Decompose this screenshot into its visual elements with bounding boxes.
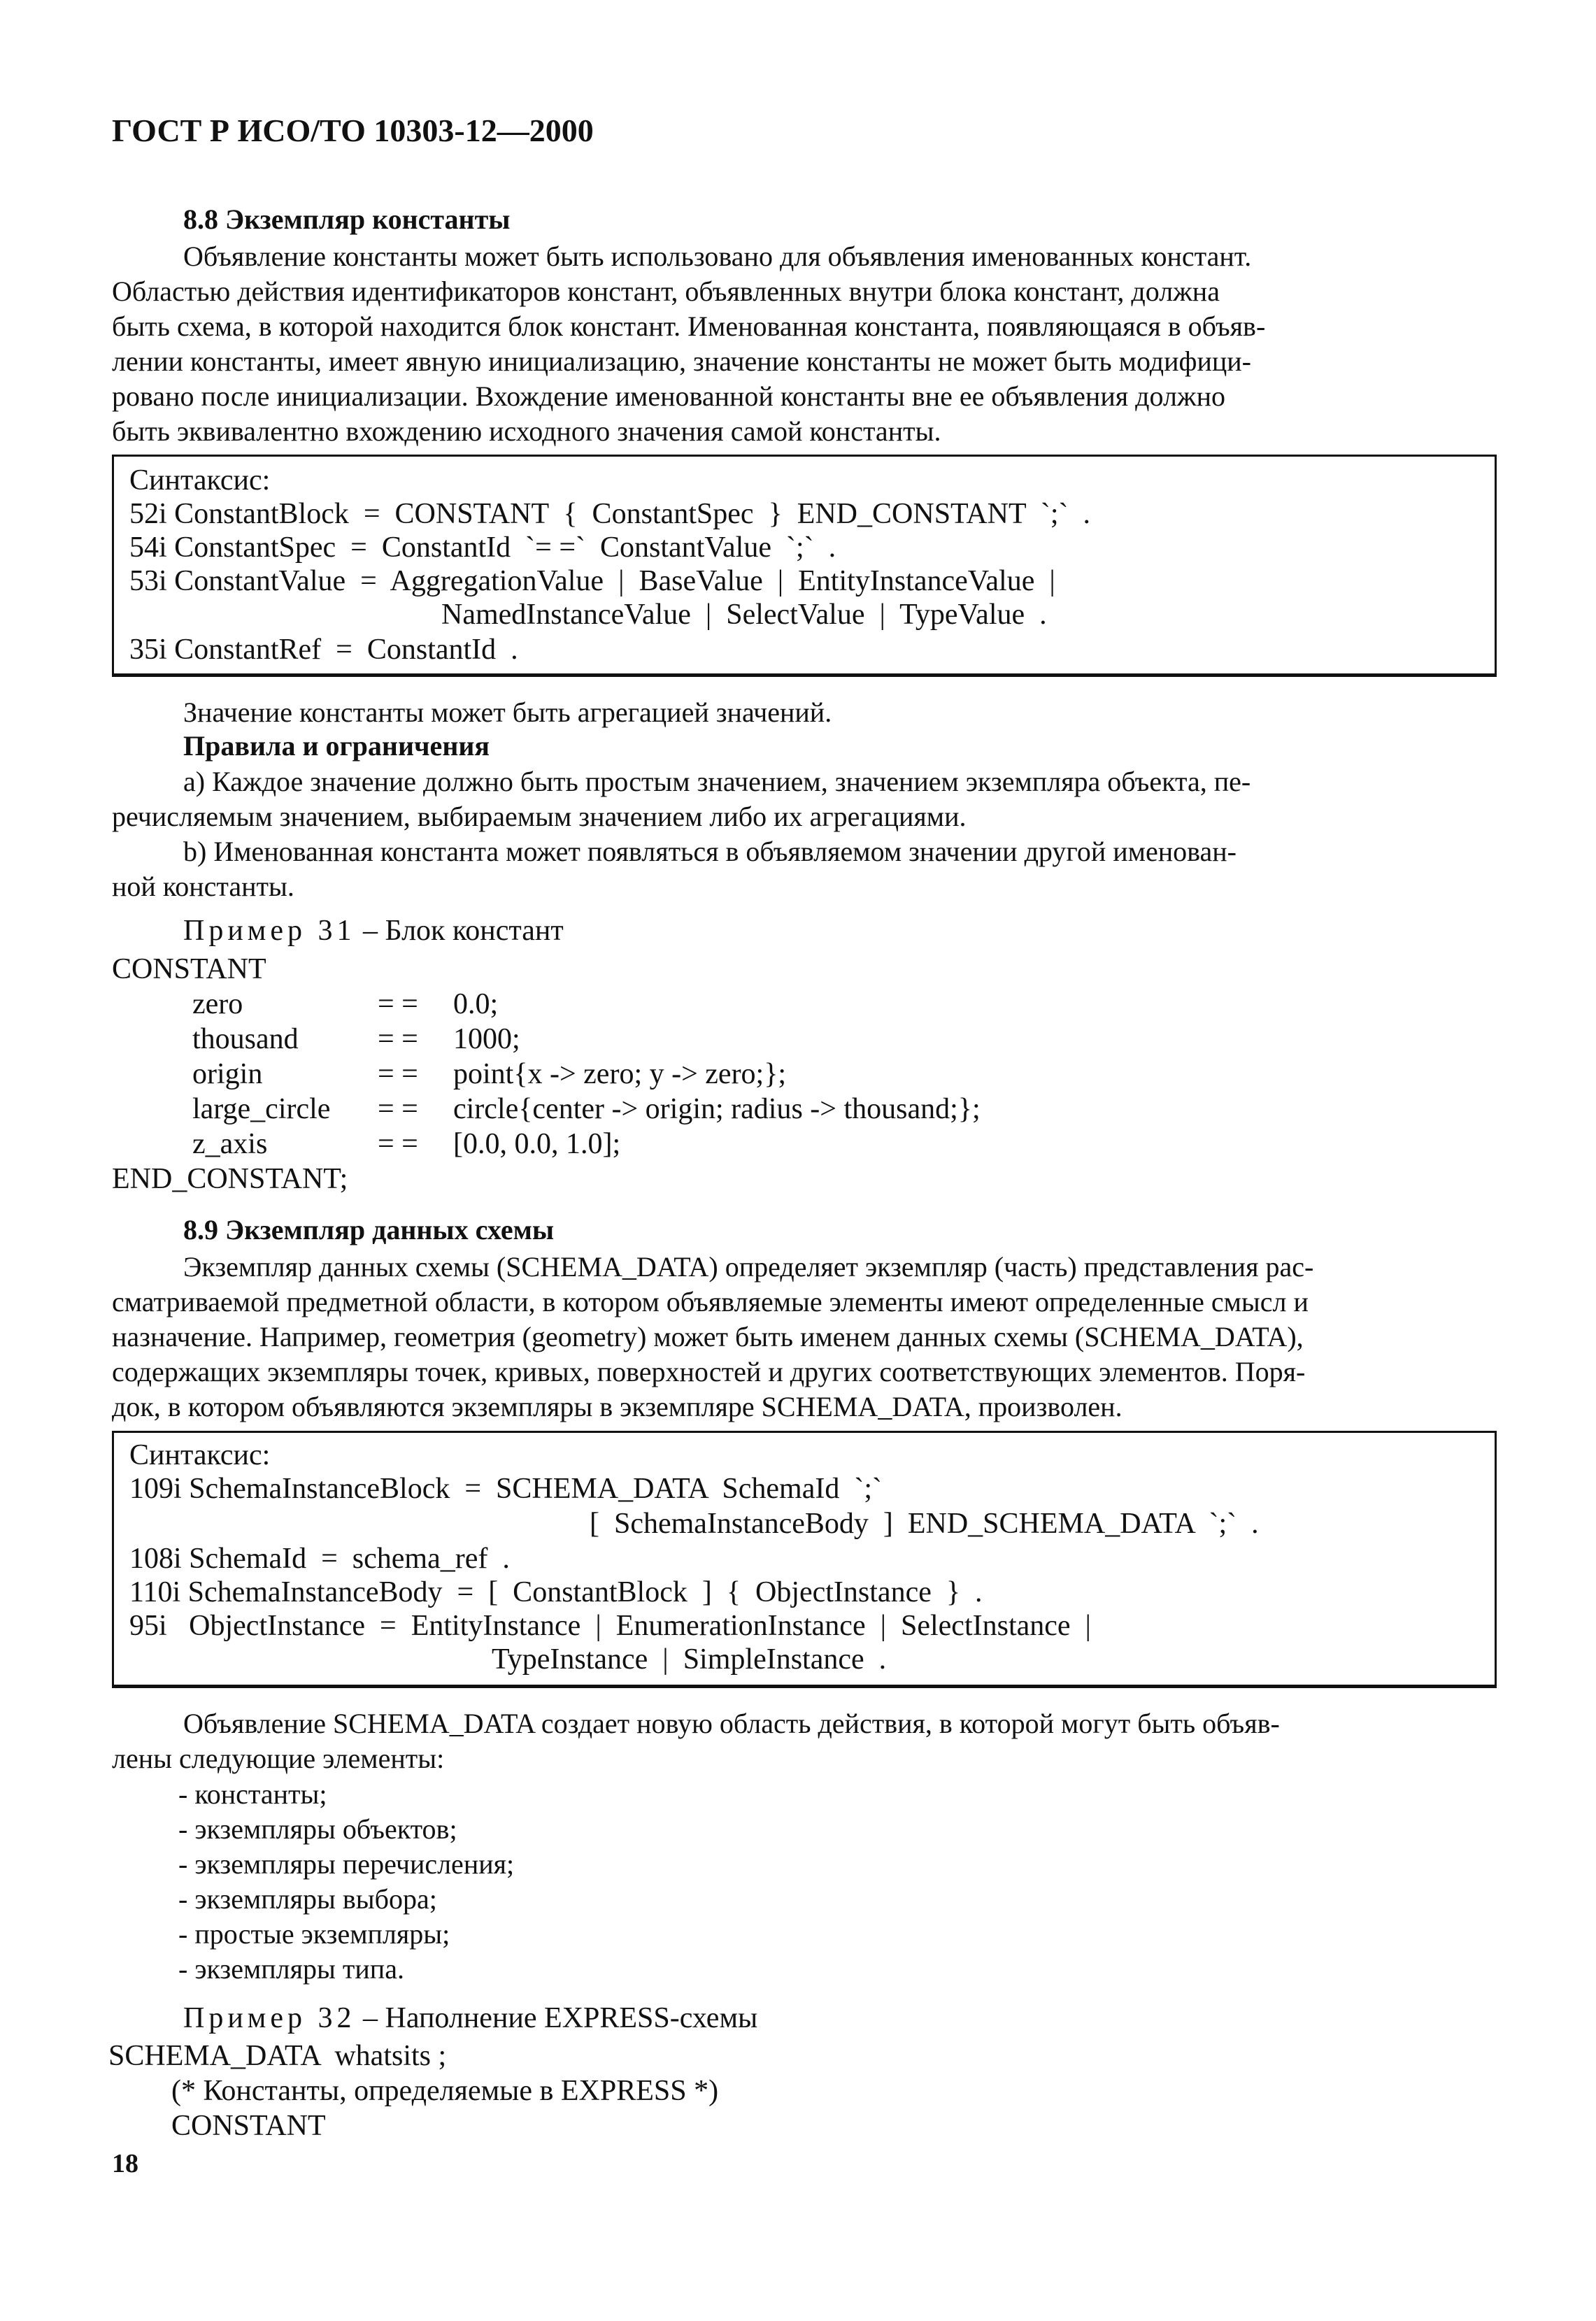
section-8-8-title: 8.8 Экземпляр константы (183, 203, 511, 235)
paragraph-line: лены следующие элементы: (112, 1743, 445, 1774)
paragraph-line: ровано после инициализации. Вхождение именованной константы вне ее объявления должно (112, 380, 1225, 412)
code-eq: = = (378, 1093, 418, 1125)
rule-line: речисляемым значением, выбираемым значением либо их агрегациями. (112, 801, 967, 832)
paragraph-line (112, 1320, 1497, 1355)
syntax-rule-continuation: TypeInstance | SimpleInstance . (492, 1643, 887, 1676)
list-item: - экземпляры объектов; (178, 1813, 457, 1845)
page-number: 18 (112, 2149, 138, 2178)
code-eq: = = (378, 1023, 418, 1055)
code-name: origin (192, 1058, 263, 1090)
syntax-rule-continuation: [ SchemaInstanceBody ] END_SCHEMA_DATA `;` . (590, 1508, 1259, 1540)
list-item: - экземпляры выбора; (178, 1883, 437, 1915)
code-eq: = = (378, 988, 418, 1020)
syntax-rule: 109i SchemaInstanceBlock = SCHEMA_DATA SchemaId `;` (129, 1473, 882, 1505)
section-8-9-title: 8.9 Экземпляр данных схемы (183, 1214, 555, 1245)
paragraph-line: Объявление SCHEMA_DATA создает новую область действия, в которой могут быть объяв- (183, 1708, 1280, 1739)
code-constant-close: END_CONSTANT; (112, 1163, 348, 1195)
rule-line: a) Каждое значение должно быть простым значением, значением экземпляра объекта, пе- (183, 766, 1251, 797)
list-item: - простые экземпляры; (178, 1918, 450, 1950)
list-item: - экземпляры типа. (178, 1953, 404, 1985)
code-line: CONSTANT (171, 2110, 326, 2142)
paragraph-line-part: назначение. Например, геометрия (geometry) может быть именем данных схемы (SCHEMA_DATA), (112, 1321, 1304, 1352)
syntax-rule: 108i SchemaId = schema_ref . (129, 1543, 510, 1575)
example-31-title (183, 914, 564, 948)
syntax-rule: 53i ConstantValue = AggregationValue | BaseValue | EntityInstanceValue | (129, 565, 1055, 597)
code-constant-open: CONSTANT (112, 953, 266, 985)
example-label: Пример 31 (183, 915, 356, 947)
section-8-8-paragraph (112, 239, 1497, 449)
code-value: 1000; (453, 1023, 520, 1055)
syntax-box-schema-data (112, 1431, 1497, 1688)
rule-line: ной константы. (112, 871, 294, 902)
example-label: Пример 32 (183, 2002, 356, 2034)
constant-aggregation-note: Значение константы может быть агрегацией значений. (183, 697, 832, 728)
paragraph-line: Областью действия идентификаторов констант, объявленных внутри блока констант, должна (112, 276, 1220, 307)
example-32-title (183, 2001, 757, 2035)
example-caption: – Наполнение EXPRESS-схемы (355, 2002, 758, 2034)
paragraph-line: лении константы, имеет явную инициализацию, значение константы не может быть модифици- (112, 345, 1252, 377)
code-eq: = = (378, 1128, 418, 1160)
syntax-rule: 110i SchemaInstanceBody = [ ConstantBlock ] { ObjectInstance } . (129, 1576, 983, 1608)
code-value: point{x -> zero; y -> zero;}; (453, 1058, 787, 1090)
paragraph-line: Объявление константы может быть использовано для объявления именованных констант. (183, 241, 1252, 272)
document-header: ГОСТ Р ИСО/ТО 10303-12—2000 (112, 113, 594, 148)
paragraph-line: док, в котором объявляются экземпляры в экземпляре SCHEMA_DATA, произволен. (112, 1391, 1123, 1422)
paragraph-line: содержащих экземпляры точек, кривых, поверхностей и других соответствующих элементов. Поря- (112, 1356, 1306, 1387)
section-8-9-paragraph (112, 1250, 1497, 1424)
code-name: large_circle (192, 1093, 331, 1125)
example-caption: – Блок констант (355, 915, 564, 947)
paragraph-line: быть схема, в которой находится блок констант. Именованная константа, появляющаяся в объяв- (112, 310, 1266, 342)
rules-title: Правила и ограничения (183, 730, 490, 762)
schema-data-scope-paragraph (112, 1706, 1497, 1776)
syntax-rule: 95i ObjectInstance = EntityInstance | EnumerationInstance | SelectInstance | (129, 1610, 1091, 1642)
code-name: thousand (192, 1023, 299, 1055)
code-line: SCHEMA_DATA whatsits ; (108, 2040, 447, 2072)
code-name: zero (192, 988, 243, 1020)
list-item: - экземпляры перечисления; (178, 1848, 515, 1880)
syntax-rule: 54i ConstantSpec = ConstantId `= =` ConstantValue `;` . (129, 531, 836, 564)
syntax-rule: 35i ConstantRef = ConstantId . (129, 634, 518, 666)
paragraph-line: Экземпляр данных схемы (SCHEMA_DATA) определяет экземпляр (часть) представления рас- (183, 1251, 1314, 1283)
list-item: - константы; (178, 1778, 327, 1810)
code-value: [0.0, 0.0, 1.0]; (453, 1128, 621, 1160)
rule-line: b) Именованная константа может появляться в объявляемом значении другой именован- (183, 836, 1237, 867)
rule-a (112, 764, 1497, 834)
syntax-label: Синтаксис: (129, 464, 271, 497)
code-comment: (* Константы, определяемые в EXPRESS *) (171, 2075, 719, 2107)
syntax-label: Синтаксис: (129, 1439, 271, 1471)
code-value: 0.0; (453, 988, 499, 1020)
syntax-box-constants (112, 455, 1497, 677)
syntax-rule: 52i ConstantBlock = CONSTANT { ConstantSpec } END_CONSTANT `;` . (129, 498, 1091, 530)
rule-b (112, 834, 1497, 904)
syntax-rule-continuation: NamedInstanceValue | SelectValue | TypeValue . (441, 599, 1047, 631)
code-value: circle{center -> origin; radius -> thousand;}; (453, 1093, 981, 1125)
paragraph-line: быть эквивалентно вхождению исходного значения самой константы. (112, 415, 941, 447)
paragraph-line: сматриваемой предметной области, в котором объявляемые элементы имеют определенные смысл и (112, 1286, 1309, 1317)
code-name: z_axis (192, 1128, 268, 1160)
code-eq: = = (378, 1058, 418, 1090)
